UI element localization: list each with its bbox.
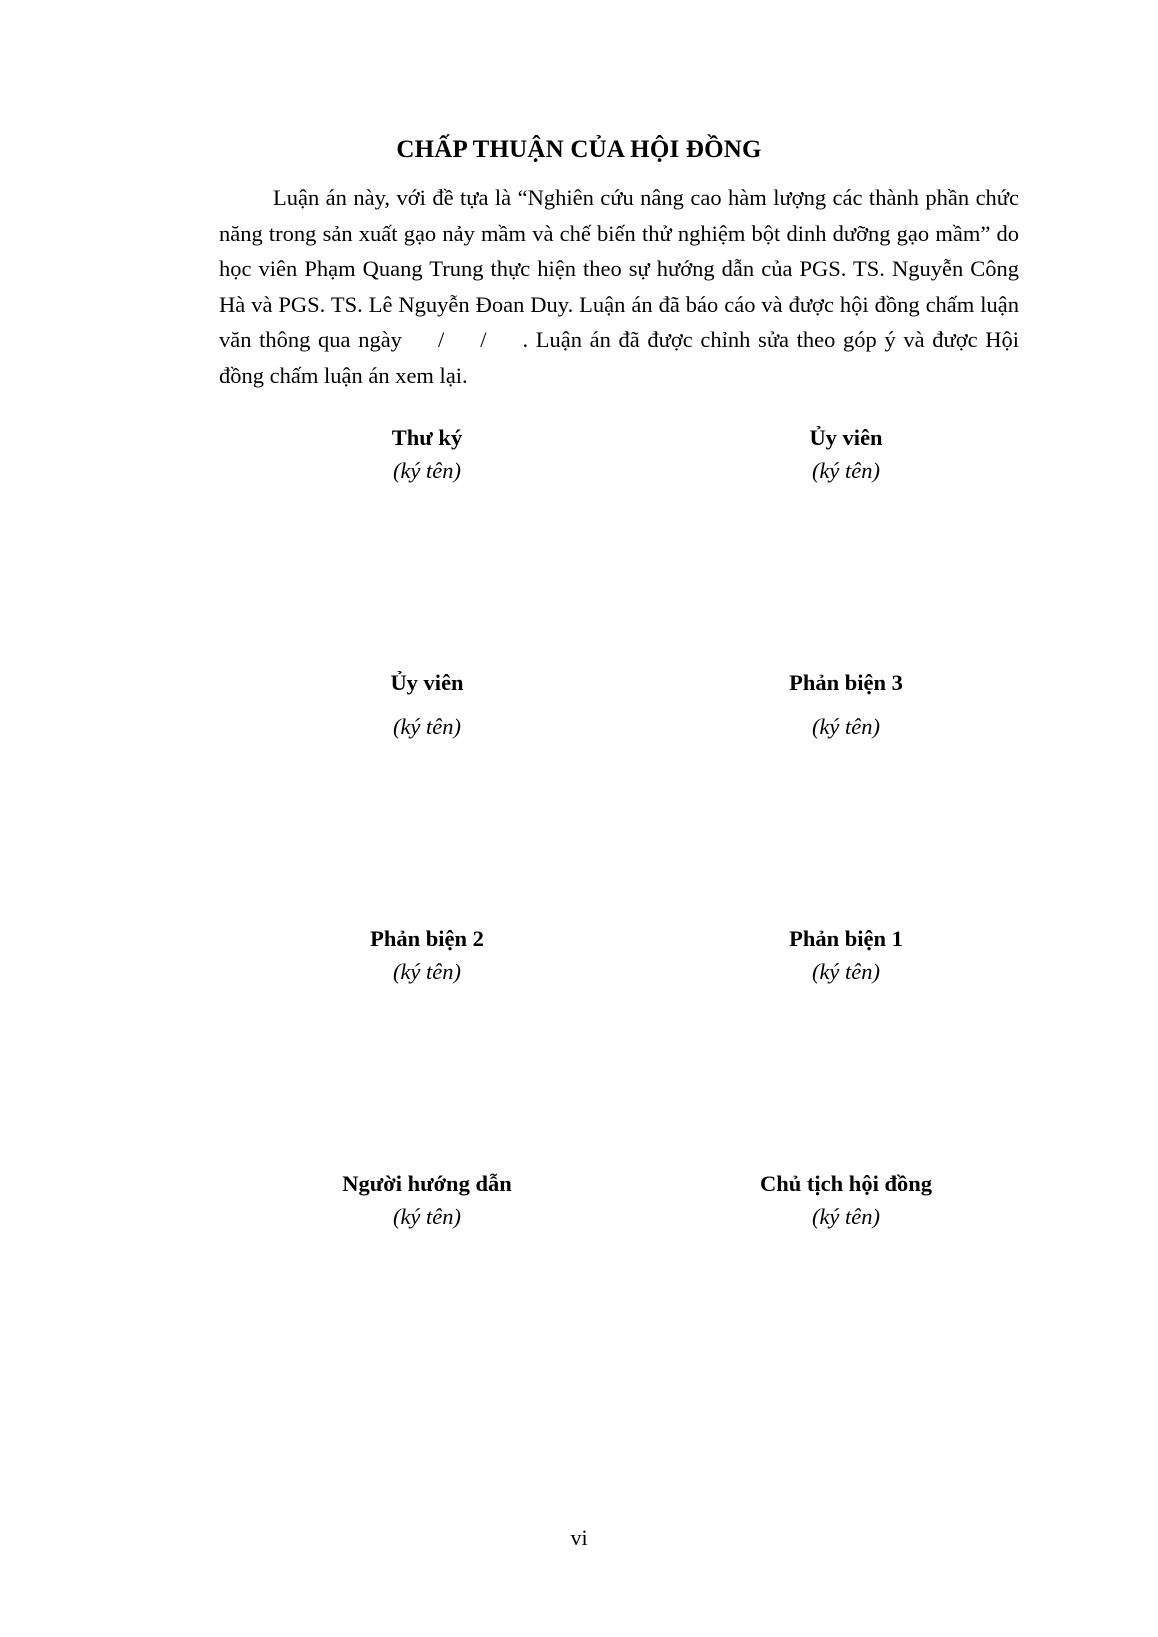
signature-block-member-1: [666, 424, 1026, 485]
signature-role: Ủy viên: [809, 425, 883, 450]
page-title: CHẤP THUẬN CỦA HỘI ĐỒNG: [396, 136, 762, 163]
signature-role: Chủ tịch hội đồng: [760, 1171, 932, 1196]
signature-note: (ký tên): [811, 714, 881, 739]
signature-block-secretary: [247, 424, 607, 485]
signature-block-chairman: [666, 1170, 1026, 1231]
approval-paragraph: [219, 180, 1019, 393]
date-separator: /: [480, 327, 487, 352]
signature-note: (ký tên): [392, 714, 462, 739]
signature-role: Phản biện 3: [789, 670, 903, 695]
signature-block-member-2: [247, 669, 607, 741]
signature-role: Người hướng dẫn: [342, 1171, 512, 1196]
signature-block-reviewer-2: [247, 925, 607, 986]
signature-role: Phản biện 1: [789, 926, 903, 951]
date-separator: /: [437, 327, 445, 352]
signature-note: (ký tên): [811, 959, 881, 984]
signature-note: (ký tên): [392, 1204, 462, 1229]
signature-note: (ký tên): [811, 458, 881, 483]
page-number: vi: [570, 1525, 588, 1550]
signature-role: Phản biện 2: [370, 926, 484, 951]
paragraph-text: Luận án này, với đề tựa là “Nghiên cứu nâng cao hàm lượng các thành phần chức năng trong sản xuất gạo nảy mầm và chế biến thử nghiệm bột dinh dưỡng gạo mầm” do học viên Phạm Quang Trung thực hiện theo sự hướng dẫn của PGS. TS. Nguyễn Công Hà và PGS. TS. Lê Nguyễn Đoan Duy. Luận án đã báo cáo và được hội đồng chấm luận văn thông qua ngày: [219, 185, 1019, 352]
signature-block-supervisor: [247, 1170, 607, 1231]
paragraph-text-end: . Luận án đã được chỉnh sửa theo góp ý và được Hội đồng chấm luận án xem lại.: [219, 327, 1019, 388]
signature-note: (ký tên): [811, 1204, 881, 1229]
signature-block-reviewer-3: [666, 669, 1026, 741]
signature-note: (ký tên): [392, 959, 462, 984]
signature-block-reviewer-1: [666, 925, 1026, 986]
signature-note: (ký tên): [392, 458, 462, 483]
signature-role: Thư ký: [391, 425, 463, 450]
signature-role: Ủy viên: [390, 670, 464, 695]
